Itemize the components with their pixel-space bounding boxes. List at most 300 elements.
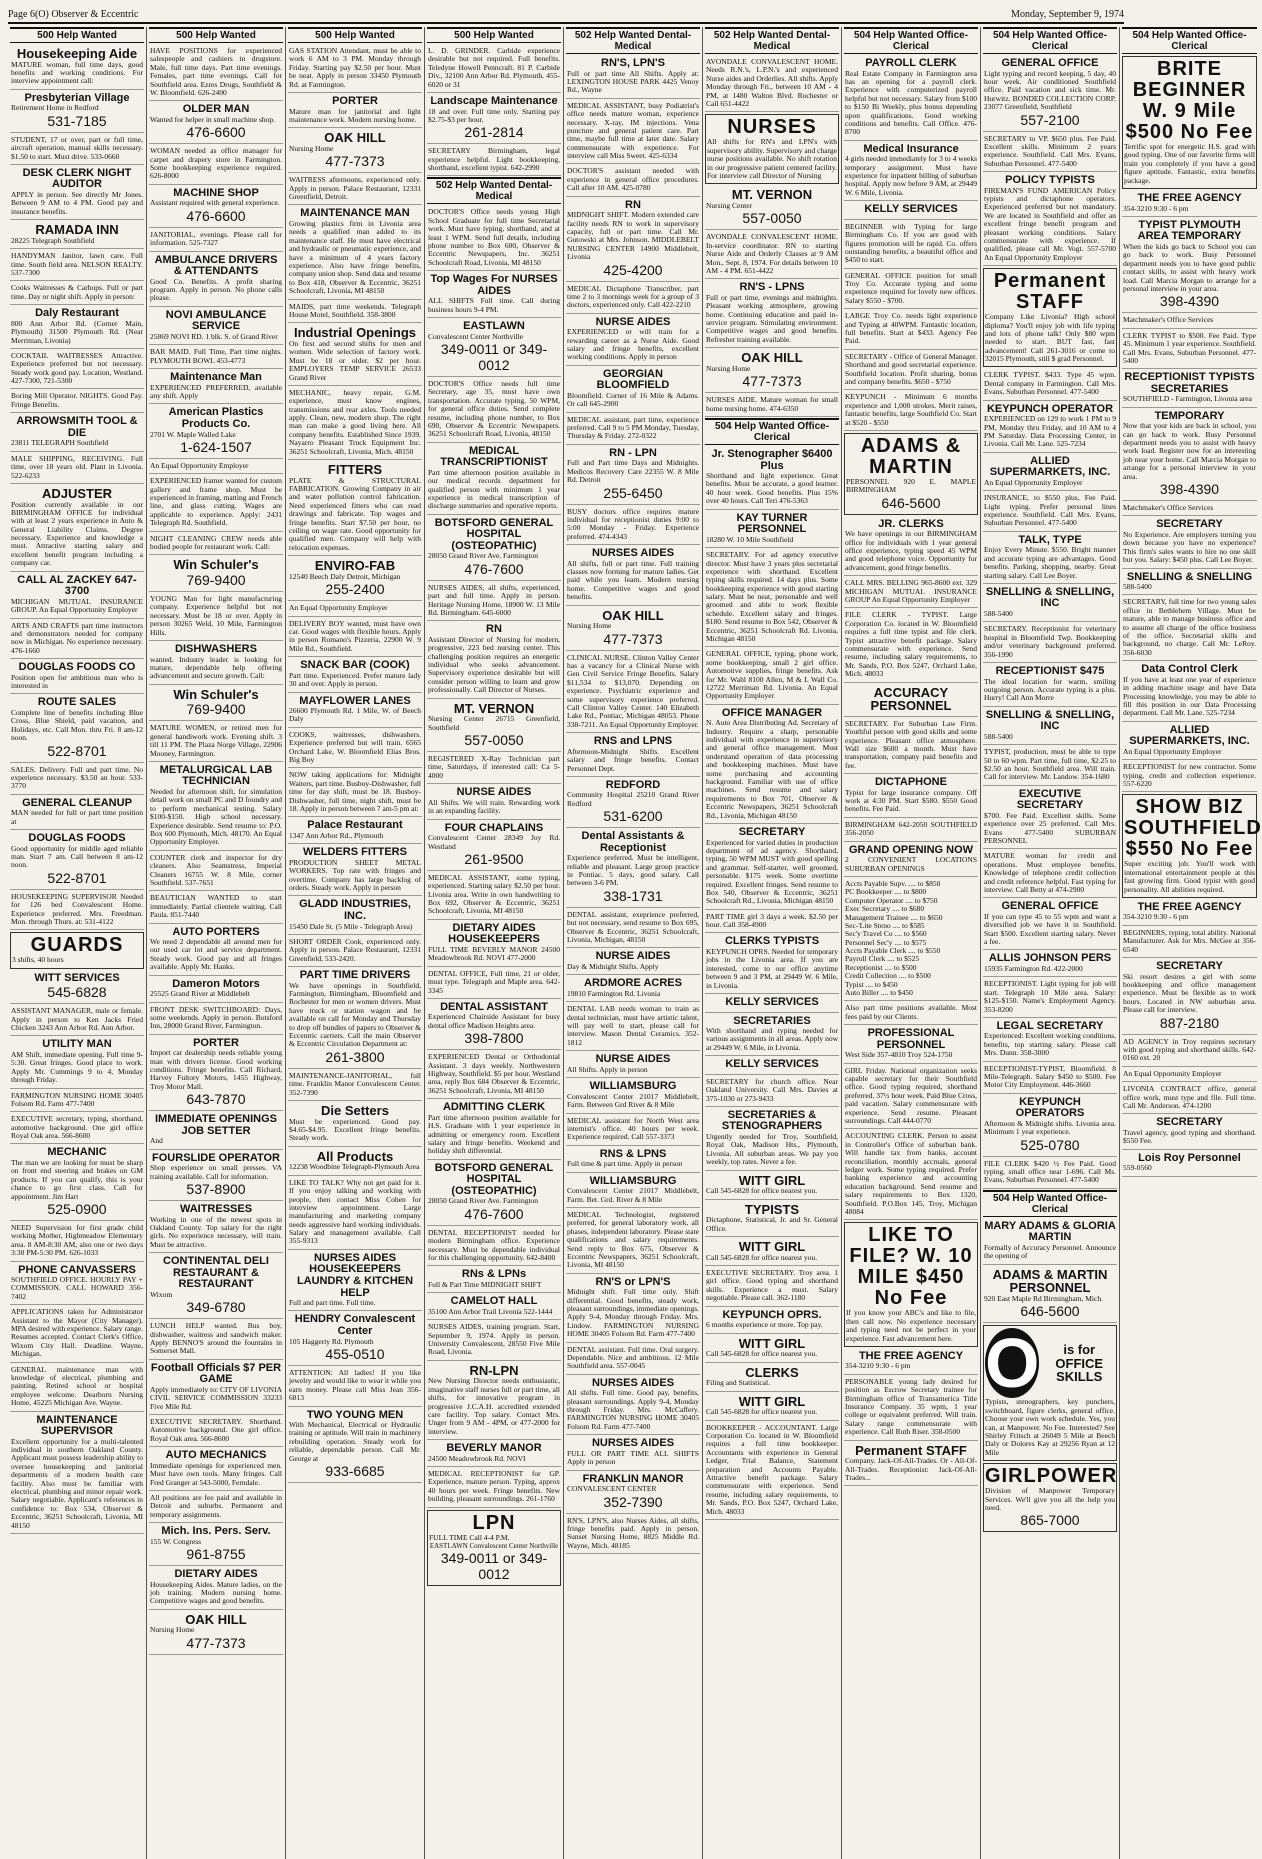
classified-ad bbox=[1122, 596, 1257, 661]
classified-ad bbox=[705, 1057, 839, 1075]
ad-title: METALURGICAL LAB TECHNICIAN bbox=[159, 763, 273, 788]
ad-title: Maintenance Man bbox=[170, 371, 262, 384]
ad-body: MAINTENANCE-JANITORIAL, full time. Franklin Manor Convalescent Center. 352-7390 bbox=[289, 1070, 421, 1097]
classified-ad bbox=[427, 1051, 561, 1099]
ad-body: Now that your kids are back in school, you can go back to work. Busy Personnel department needs you to assist with heavy work load. Register now for an interesting job near your home. Call Marcia Morgan to arrange for a personal interview in your area. bbox=[1123, 421, 1256, 481]
classified-ad bbox=[983, 1063, 1117, 1094]
ad-body: Full or part time, evenings and midnights. Pleasant working atmosphere, growing home. Continuing education and paid in-service program. Stimulating environment. Competitive wages and good benefits. Refresher training available. bbox=[706, 292, 838, 344]
ad-body: Super exciting job. You'll work with international entertainment people at this fast growing firm. Good typist with good personality. All abilities required. bbox=[1124, 859, 1255, 894]
classified-ad bbox=[149, 308, 283, 345]
ad-body: EXECUTIVE secretary, typing, shorthand, automotive background. One girl office Royal Oak area. 566-8600 bbox=[11, 1114, 143, 1141]
ad-body: Boring Mill Operator. NIGHTS. Good Pay. Fringe Benefits. bbox=[11, 391, 143, 409]
ad-body: 354-3210 9:30 - 6 pm bbox=[845, 1361, 911, 1371]
ad-body: Wanted for helper in small machine shop. bbox=[150, 114, 275, 124]
classified-ad bbox=[288, 1070, 422, 1101]
ad-title: ENVIRO-FAB bbox=[314, 558, 396, 574]
classified-ad bbox=[705, 1308, 839, 1334]
ad-body: Nursing Home bbox=[706, 363, 751, 373]
classified-ad bbox=[427, 444, 561, 515]
classified-ad bbox=[844, 843, 978, 877]
classified-ad bbox=[149, 852, 283, 892]
ad-title: GENERAL OFFICE bbox=[1001, 57, 1099, 69]
ad-body: Nursing Home bbox=[150, 1625, 195, 1635]
classified-ad bbox=[566, 1275, 700, 1343]
classified-ad bbox=[566, 1515, 700, 1555]
ad-title: POLICY TYPISTS bbox=[1005, 174, 1095, 187]
classified-ad bbox=[566, 1209, 700, 1274]
ad-body: Convalescent Center 21017 Middlebelt, Farm. Between Grd River & 8 Mile bbox=[567, 1091, 699, 1110]
classified-ad bbox=[149, 1112, 283, 1149]
classified-ad bbox=[983, 787, 1117, 850]
ad-body: DENTAL OFFICE, Full time, 21 or older, must type. Telegraph and Maple area. 642-3345 bbox=[428, 968, 560, 995]
classified-ad bbox=[427, 94, 561, 144]
classified-ad bbox=[844, 391, 978, 431]
ad-body: Position currently available in our BIRMINGHAM OFFICE for individual with at least 2 years experience in Auto & General Liability Claims. Degree necessary. Experience and knowledge a must. Attractive starting salary and excellent benefit program including a company car. bbox=[11, 499, 143, 568]
classified-ad bbox=[288, 769, 422, 817]
ad-body: CONVALESCENT CENTER bbox=[567, 1484, 657, 1494]
ad-body: MATURE woman, full time days, good benefits and working conditions. For interview appointment call: bbox=[11, 59, 143, 86]
classified-column bbox=[842, 27, 981, 1859]
ad-body: The man we are looking for must be sharp on front end steering and brakes on GM products. If you can qualify, this is your chance to go first class. Call for appointment. Jim Hart bbox=[11, 1158, 143, 1201]
classified-ad bbox=[566, 976, 700, 1002]
classified-ad bbox=[566, 446, 700, 505]
classified-ad bbox=[566, 414, 700, 445]
ad-body: SOUTHFIELD - Farmington, Livonia area bbox=[1123, 394, 1252, 404]
classified-ad bbox=[10, 390, 144, 413]
ad-phone: 522-8701 bbox=[47, 742, 107, 759]
ad-phone: 887-2180 bbox=[1159, 1014, 1220, 1031]
ad-body: Experienced for varied duties in production department of ad agency. Shorthand, typing, 50 WPM MUST with good spelling and grammar. Self-starter, well groomed, personable. $175 week. Some overtime required. Excellent fringes. Send resume to Box 540, Observer & Eccentric, 36251 Schoolcraft Rd., Livonia, Michigan 48150 bbox=[706, 837, 838, 906]
ad-body: SECRETARY, full time for two young sales office in Bethlehem Village. Must be mature, able to manage business office and to assume all charge of the office business of the office. Secretarial skills and background, no charge. Call Mr. LeRoy. 356-6030 bbox=[1123, 597, 1256, 657]
classified-ad bbox=[566, 1174, 700, 1208]
ad-title: TALK, TYPE bbox=[1018, 533, 1082, 546]
classified-ad bbox=[427, 378, 561, 443]
ad-title: KEYPUNCH OPERATORS bbox=[1015, 1095, 1085, 1120]
ad-phone: 398-4390 bbox=[1159, 481, 1220, 498]
ad-body: MALE SHIPPING, RECEIVING. Full time, over 18 years old. Plant in Livonia. 522-6233 bbox=[11, 453, 143, 480]
ad-title: KELLY SERVICES bbox=[725, 995, 819, 1008]
ad-title: Dameron Motors bbox=[172, 977, 260, 990]
ad-body: Nursing Center 26715 Greenfield, Southfield bbox=[428, 714, 560, 732]
classified-ad bbox=[10, 1113, 144, 1144]
classified-column bbox=[1120, 27, 1262, 1859]
classified-ad bbox=[705, 447, 839, 510]
ad-phone: 646-5600 bbox=[881, 494, 941, 511]
ad-body: With shorthand and typing needed for various assignments in all areas. Apply now at 29449 W. 6 Mile, in Livonia. bbox=[706, 1026, 838, 1052]
classified-ad bbox=[844, 684, 978, 717]
ad-body: $700. Fee Paid. Excellent skills. Some experience over 25 preferred. Call Mrs. Evans 477-5400 SUBURBAN PERSONNEL bbox=[984, 810, 1116, 845]
ad-title: Dental Assistants & Receptionist bbox=[581, 830, 685, 854]
ad-title: SECRETARY bbox=[1156, 960, 1223, 973]
ad-body: MICHIGAN MUTUAL INSURANCE GROUP. An Equal Opportunity Employer bbox=[11, 596, 143, 615]
ad-body: Ski resort desires a girl with some bookkeeping and office management experience. Must be flexible as to work hours. Located in NW suburban area. Please call for interview. bbox=[1123, 971, 1256, 1015]
classified-ad bbox=[1122, 502, 1257, 516]
ad-body: FILE CLERK $420 ½ Fee Paid. Good typing, small office near 1-696. Call Ms. Evans, Suburban Personnel. 477-5400 bbox=[984, 1158, 1116, 1185]
classified-ad bbox=[983, 664, 1117, 707]
ad-body: Typists, stenographers, key punchers, switchboard, figure clerks, general office. Choose your own work schedule. Yes, you can, at Manpower. No Fee. Interested? See Shirley Fritsch at 26049 5 Mile at Beech Daly or Dolores Kay at 29256 Ryan at 12 Mile bbox=[985, 1397, 1115, 1457]
classified-ad bbox=[983, 746, 1117, 786]
ad-body: 354-3210 9:30 - 6 pm bbox=[1123, 203, 1189, 213]
ad-list-item: Payroll Clerk .... to $525 bbox=[845, 954, 920, 964]
classified-ad bbox=[844, 1442, 978, 1487]
classified-ad bbox=[1122, 723, 1257, 760]
classified-column bbox=[564, 27, 703, 1859]
ad-body: 15935 Farmington Rd. 422-2000 bbox=[984, 963, 1083, 973]
ad-body: SECRETARY - Office of General Manager. Shorthand and good secretarial experience. Southfield location. Profit sharing, bonus and company benefits. $650 - $750 bbox=[845, 351, 977, 386]
ad-body: With Mechanical, Electrical or Hydraulic training or aptitude. Will train in machinery rebuilding operation. Steady work for reliable, dependable person. Call Mr. George at bbox=[289, 1420, 421, 1463]
ad-title: WITT SERVICES bbox=[34, 971, 120, 984]
classified-ad bbox=[566, 198, 700, 282]
ad-title: UTILITY MAN bbox=[42, 1038, 112, 1051]
ad-body: RECEPTIONIST for new contractor. Some typing, credit and collection experience. 557-6220 bbox=[1123, 762, 1256, 788]
classified-ad bbox=[705, 1238, 839, 1266]
classified-ad bbox=[10, 485, 144, 572]
ad-body: SECRETARY for church office. Near Oakland University. Call Mrs. Davies at 375-1030 or 273-9433 bbox=[706, 1076, 838, 1103]
ad-body: Part time afternoon position available in our medical records department for qualified person with minimum 1 year experience in medical transcription of discharge summaries and operative reports. bbox=[428, 467, 560, 511]
ad-phone: 557-2100 bbox=[1020, 111, 1080, 128]
ad-body: Good Co. Benefits. A profit sharing program. Apply in person. No phone calls please. bbox=[150, 276, 282, 303]
ad-body: LIKE TO TALK? Why not get paid for it. If you enjoy talking and working with people, then contact Miss Cohen for interview appointment. Large manufacturing and marketing company needs aggressive hard working individuals. Salary and management available. Call 355-9313 bbox=[289, 1177, 421, 1246]
classified-ad bbox=[705, 1267, 839, 1307]
ad-body: We have openings in our BIRMINGHAM office for individuals with 1 year general office experience, typing speed 45 WPM and good telephone voice. Opportunity for advancement, good fringe benefits. bbox=[845, 529, 977, 572]
ad-phone: 352-7390 bbox=[603, 1493, 663, 1510]
ad-list-item: PC Bookkeeper .... to $800 bbox=[845, 887, 927, 897]
ad-body: YOUNG Man for light manufacturing company. Experience helpful but not necessary. Must be 18 or over. Apply in person 30265 Weld, 10 Mile, Farmington Hills. bbox=[150, 594, 282, 637]
ad-title: ALLIED SUPERMARKETS, INC. bbox=[989, 454, 1111, 479]
classified-ad bbox=[566, 1344, 700, 1375]
ad-body: Import car dealership needs reliable young man with drivers license. Good working conditions. Fringe benefits. Call Richard, Harvey Fultory Motors, 1455 Highway, Troy Motor Mall. bbox=[150, 1048, 282, 1091]
classified-ad bbox=[10, 620, 144, 660]
ad-body: Convalescent Center 28349 Joy Rd. Westland bbox=[428, 833, 560, 851]
ad-title: SNELLING & SNELLING, INC bbox=[985, 585, 1115, 610]
classified-columns bbox=[8, 27, 1262, 1859]
classified-ad bbox=[10, 1145, 144, 1221]
ad-body: N. Auto Area Distributing Ad. Secretary of Industry. Require a sharp, personable individual with experience in supervisory and general office management. Must understand operation of data processing and bookkeeping machines. Must have some purchasing and accounting background. Familiar with use of office machines. Send resume and salary requirements to Box 701, Observer & Eccentric Newspapers, 36251 Schoolcraft Rd., Livonia, Michigan 48150 bbox=[706, 718, 838, 820]
ad-body: NURSES AIDE. Mature woman for small home nursing home. 474-6350 bbox=[706, 395, 838, 413]
ad-list-item: Typist .... to $450 bbox=[845, 979, 898, 989]
classified-ad bbox=[1122, 1115, 1257, 1149]
ad-title: DICTAPHONE bbox=[875, 776, 947, 789]
ad-body: Excellent opportunity for a multi-talented individual in southern Oakland County. Applicant must possess leadership ability to oversee housekeeping and janitorial departments of a modern health care facility. Also must be familiar with electrical, plumbing and minor repair work. Salary negotiable. Applicant's references in confidence to: Box 534, Observer & Eccentric, 36251 Schoolcraft, Livonia, MI 48150 bbox=[11, 1436, 143, 1530]
ad-body: REGISTERED X-Ray Technician part time, Saturdays, if interested call: Ca 5-4000 bbox=[428, 754, 560, 780]
classified-ad bbox=[427, 1267, 561, 1293]
ad-list-item: Exec Secretary .... to $680 bbox=[845, 904, 925, 914]
ad-list-item: Sec'y Travel Co .... to $560 bbox=[845, 929, 927, 939]
ad-body: NURSES AIDES, training program. Start, September 9, 1974. Apply in person. University Convalescent, 28550 Five Mile Road, Livonia. bbox=[428, 1322, 560, 1357]
ad-phone: 338-1731 bbox=[603, 887, 663, 904]
classified-ad bbox=[705, 511, 839, 548]
ad-title: DOUGLAS FOODS bbox=[28, 832, 126, 845]
section-heading: 504 Help Wanted Office-Clerical bbox=[983, 27, 1117, 54]
classified-ad bbox=[1122, 409, 1257, 501]
classified-ad bbox=[149, 1524, 283, 1566]
ad-title: WITT GIRL bbox=[738, 1239, 806, 1255]
ad-title: DOUGLAS FOODS CO bbox=[18, 661, 136, 674]
classified-ad bbox=[566, 546, 700, 606]
classified-ad bbox=[1122, 794, 1262, 898]
ad-phone: 531-6200 bbox=[603, 808, 663, 825]
ad-body: Shop experience on small presses. VA training available. Call for information. bbox=[150, 1163, 282, 1181]
ad-title: MAINTENANCE SUPERVISOR bbox=[36, 1413, 118, 1438]
classified-ad bbox=[10, 1413, 144, 1534]
ad-body: All shifts. Full time. Good pay, benefits, pleasant surroundings. Apply 9-4, Monday through Friday. Mrs. McCaffery. FARMINGTON NURSING HOME 30405 Folsom Rd. Farm 477-7400 bbox=[567, 1388, 699, 1431]
ad-title: OAK HILL bbox=[185, 1611, 247, 1627]
ad-phone: 769-9400 bbox=[186, 701, 246, 718]
ad-body: HOUSEKEEPING SUPERVISOR Needed for 126 bed Convalescent Home. Experience preferred. Mrs. Freedman. Mon. through Thurs. at: 531-4122 bbox=[11, 891, 143, 926]
classified-ad bbox=[149, 45, 283, 101]
ad-title: TYPIST PLYMOUTH AREA TEMPORARY bbox=[1137, 218, 1242, 243]
ad-body: NIGHT CLEANING CREW needs able bodied people for restaurant work. Call: bbox=[150, 533, 282, 552]
ad-body: Immediate openings for experienced men. Must have own tools. Many fringes. Call Fred Granger at 543-5000, Ferndale. bbox=[150, 1460, 282, 1487]
classified-ad bbox=[1122, 330, 1257, 370]
page-label: Page 6(O) Observer & Eccentric bbox=[8, 9, 139, 20]
ad-title: Lois Roy Personnel bbox=[1138, 1151, 1241, 1164]
classified-ad bbox=[1122, 761, 1257, 792]
ad-body: HAVE POSITIONS for experienced salespeople and cashiers in drugstore. Male, full time days. Part time evenings. Females, part time evenings. Call for Southfield area. Ezres Drugs, Southfield & W. Bloomfield. 626-2400 bbox=[150, 46, 282, 97]
classified-ad bbox=[705, 1172, 839, 1200]
classified-ad bbox=[1122, 218, 1257, 313]
ad-list-item: Accts Payable Supv. .... to $850 bbox=[845, 878, 941, 888]
ad-body: MEDICAL ASSISTANT, busy Podiatrist's office needs mature woman, experience necessary. X-ray, IM injections. Vena puncture and general patient care. Part time, maybe full time at later date. Salary commensurate with experience. For interview call Miss Sweet. 425-6334 bbox=[567, 100, 699, 161]
ad-title: BRITE BEGINNER W. 9 Mile $500 No Fee bbox=[1125, 58, 1254, 143]
classified-ad bbox=[288, 94, 422, 128]
classified-ad bbox=[427, 622, 561, 698]
ad-title: GEORGIAN BLOOMFIELD bbox=[596, 367, 670, 392]
ad-body: EXECUTIVE SECRETARY. Troy area. 1 girl office. Good typing and shorthand skills. Experience a must. Salary negotiable. Please call. 362-1180 bbox=[706, 1268, 838, 1303]
classified-ad bbox=[566, 949, 700, 975]
ad-list-item: Accts Payable Clerk .... to $550 bbox=[845, 946, 941, 956]
ad-title: GENERAL CLEANUP bbox=[22, 796, 132, 809]
classified-ad bbox=[1122, 1151, 1257, 1177]
ad-title: RN bbox=[625, 198, 641, 211]
ad-body: Company Like Livonia? High school diploma? You'll enjoy job with life typing and lots of phone talk! Only $80 wpm needed to start. BUT fast, fast advancement! Call 261-3016 or come to 32015 Plymouth, still $ grad Personnel. bbox=[985, 312, 1115, 364]
section-heading: 502 Help Wanted Dental-Medical bbox=[427, 177, 561, 204]
ad-phone: 961-8755 bbox=[186, 1546, 246, 1562]
classified-ad bbox=[149, 405, 283, 458]
classified-ad bbox=[1122, 959, 1257, 1035]
section-heading: 504 Help Wanted Office-Clerical bbox=[705, 418, 839, 445]
classified-ad bbox=[983, 56, 1117, 132]
ad-title: Permanent STAFF bbox=[855, 1442, 967, 1458]
ad-body: SECRETARY. Receptionist for veterinary hospital in Bloomfield Twp. Bookkeeping and/or veterinary background preferred. 356-1990 bbox=[984, 624, 1116, 659]
ad-title: OAK HILL bbox=[324, 130, 386, 146]
masthead bbox=[8, 6, 1124, 24]
ad-body: Working in one of the newest spots in Oakland County. Top salary for the right girls. No experience necessary, will train. Must be attractive. bbox=[150, 1214, 282, 1249]
ad-title: OFFICE MANAGER bbox=[721, 706, 823, 719]
ad-body: WOMAN needed as office manager for carpet and drapery store in Farmington. Some bookkeeping experience required. 626-8000 bbox=[150, 146, 282, 181]
classified-ad bbox=[844, 1130, 978, 1220]
classified-ad bbox=[10, 971, 144, 1005]
ad-body: Nursing Home bbox=[567, 621, 612, 631]
ad-body: No Experience. Are employers turning you down because you have no experience? This firm's sales wants to hire no one skill but you. Salary: $450 plus. Call Lee Boyer. bbox=[1123, 529, 1256, 565]
ad-title: RAMADA INN bbox=[35, 222, 119, 238]
classified-ad bbox=[10, 414, 144, 451]
classified-ad bbox=[566, 165, 700, 196]
ad-phone: 477-7373 bbox=[742, 373, 802, 390]
ad-title: SNELLING & SNELLING, INC bbox=[985, 708, 1115, 733]
classified-ad bbox=[288, 1251, 422, 1312]
classified-ad bbox=[983, 369, 1117, 400]
ad-title: MEDICAL TRANSCRIPTIONIST bbox=[440, 444, 548, 469]
classified-ad bbox=[1122, 1036, 1257, 1067]
ad-phone: 933-6685 bbox=[325, 1463, 385, 1479]
classified-ad bbox=[149, 460, 283, 474]
ad-title: GLADD INDUSTRIES, INC. bbox=[299, 898, 411, 922]
classified-ad bbox=[705, 648, 839, 704]
ad-title: REDFORD bbox=[605, 778, 661, 791]
ad-title: Win Schuler's bbox=[173, 557, 259, 573]
ad-phone: 531-7185 bbox=[47, 112, 107, 129]
ad-phone: 525-0780 bbox=[1020, 1136, 1080, 1153]
ad-phone: 476-7600 bbox=[464, 1205, 524, 1222]
ad-body: All Shifts. We will train. Rewarding work in an expanding facility. bbox=[428, 797, 560, 816]
ad-title: FRANKLIN MANOR bbox=[582, 1472, 684, 1485]
ad-body: On first and second shifts for men and women. Wide selection of factory work. Must be 18 or older. $2 per hour. EMPLOYERS TEMP SERVICE 26533 Grand River bbox=[289, 338, 421, 382]
classified-ad bbox=[983, 850, 1117, 898]
classified-ad bbox=[844, 878, 978, 1001]
classified-ad bbox=[427, 753, 561, 784]
classified-ad bbox=[288, 694, 422, 728]
ad-title: WELDERS FITTERS bbox=[303, 846, 407, 859]
ad-title: MT. VERNON bbox=[731, 187, 813, 203]
ad-body: Call 545-6828 for office nearest you. bbox=[706, 1186, 818, 1196]
ad-body: GAS STATION Attendant, must be able to work 6 AM to 3 PM. Monday through Friday. Starting pay $2.50 per hour. Must be neat. Apply in person 33450 Plymouth Rd. at Farmington. bbox=[289, 46, 421, 89]
classified-ad bbox=[983, 133, 1117, 173]
ad-body: Division of Manpower Temporary Services. We'll give you all the help you need. bbox=[985, 1486, 1115, 1512]
classified-ad bbox=[10, 306, 144, 349]
classified-column bbox=[147, 27, 286, 1859]
classified-ad bbox=[149, 556, 283, 592]
ad-body: EXECUTIVE SECRETARY. Shorthand. Automotive background. One girl office. Royal Oak area. 566-8600 bbox=[150, 1417, 282, 1443]
classified-column bbox=[703, 27, 842, 1859]
classified-ad bbox=[566, 909, 700, 949]
ad-body: JANITORIAL, evenings. Please call for information. 525-7327 bbox=[150, 229, 282, 248]
section-heading: 500 Help Wanted bbox=[149, 27, 283, 43]
classified-ad bbox=[427, 272, 561, 318]
classified-ad bbox=[983, 585, 1117, 622]
classified-ad bbox=[705, 349, 839, 393]
classified-column bbox=[286, 27, 425, 1859]
ad-title: RN'S or LPN'S bbox=[595, 1275, 671, 1288]
ad-body: 588-5400 bbox=[984, 609, 1013, 618]
ad-body: BEAUTICIAN WANTED to start immediately. Partial clientele waiting. Call Paula. 851-7440 bbox=[150, 893, 282, 920]
ad-body: FIREMAN'S FUND AMERICAN Policy typists and dictaphone operators. Experienced preferred but not mandatory. We are located in Southfield and offer an excellent fringe benefit program and pleasant working conditions. Salary commensurate with experience. If qualified, please call Mr. Vogt. 557-5700 An Equal Opportunity Employer bbox=[984, 185, 1116, 262]
ad-phone: 477-7373 bbox=[186, 1634, 246, 1651]
classified-ad bbox=[705, 186, 839, 230]
ad-body: Day & Midnight Shifts. Apply bbox=[567, 961, 659, 971]
ad-body: MATURE woman for credit and operations. Must employee benefits. Knowledge of telephone credit collection and credit reference helpful. Fast typing for interview. Call Betty at 474-2900 bbox=[984, 851, 1116, 894]
classified-ad bbox=[427, 1441, 561, 1467]
ad-phone: 349-6780 bbox=[186, 1299, 246, 1316]
ad-body: COOKS, waitresses, dishwashers. Experience preferred but will train. 6565 Orchard Lake, W. Bloomfield Elias Bros. Big Boy bbox=[289, 729, 421, 765]
classified-ad bbox=[566, 100, 700, 165]
classified-ad bbox=[10, 573, 144, 619]
classified-ad bbox=[427, 1468, 561, 1508]
classified-ad bbox=[566, 315, 700, 366]
classified-ad bbox=[1122, 517, 1257, 568]
ad-title: ROUTE SALES bbox=[37, 696, 117, 709]
classified-ad bbox=[149, 1611, 283, 1655]
ad-title: RN-LPN bbox=[469, 1362, 519, 1378]
ad-body: Dictaphone, Statistical, Jr. and Sr. General Office. bbox=[706, 1215, 838, 1233]
ad-body: 25525 Grand River at Middlebelt bbox=[150, 989, 250, 999]
classified-ad bbox=[10, 1263, 144, 1306]
ad-body: Call 545-6828 for office nearest you. bbox=[706, 1252, 818, 1262]
ad-phone: 537-8900 bbox=[186, 1181, 246, 1198]
classified-ad bbox=[288, 129, 422, 173]
ad-body: PLATE & STRUCTURAL FABRICATION. Growing Company in air and water pollution control fabrication. Need experienced fitters who can read drawings and fabricate. Top wages and fringe benefits. Start $7.50 per hour, no ceiling on wage rate. Good opportunity for qualified men. Company will help with relocation expenses. bbox=[289, 475, 421, 552]
classified-ad bbox=[427, 872, 561, 920]
ad-body: 2701 W. Maple Walled Lake bbox=[150, 429, 236, 439]
ad-phone: 455-0510 bbox=[325, 1345, 385, 1362]
ad-title: BOTSFORD GENERAL HOSPITAL (OSTEOPATHIC) bbox=[434, 1161, 554, 1197]
ad-body: ASSISTANT MANAGER, male or female. Apply in person to Ken Jacks Fried Chicken 3243 Ann Arbor Rd. Ann Arbor. bbox=[11, 1006, 143, 1033]
ad-title: Palace Restaurant bbox=[307, 819, 403, 832]
ad-title: OLDER MAN bbox=[182, 103, 250, 116]
ad-list-item: Sec-'Lite Steno .... to $585 bbox=[845, 920, 925, 930]
ad-title: GUARDS bbox=[30, 934, 124, 957]
ad-body: ATTENTION: All ladies! If you like jewelry and would like to wear it while you earn money. Please call Miss Jean 356-6813 bbox=[289, 1367, 421, 1403]
ad-body: LUNCH HELP wanted. Bus boy, dishwasher, waitress and sandwich maker. Apply BENNO'S around the fountains in Somerset Mall. bbox=[150, 1321, 282, 1356]
ad-body: CLERK TYPIST to $500. Fee Paid. Type 45. Minimum 1 year experience. Southfield. Call Mrs. Evans, Suburban Personnel. 477-5400 bbox=[1123, 330, 1256, 365]
classified-ad bbox=[705, 934, 839, 994]
ad-title: Win Schuler's bbox=[173, 686, 259, 702]
ad-title: NURSES AIDES bbox=[591, 547, 675, 560]
classified-ad bbox=[566, 778, 700, 828]
ad-body: Typist for large insurance company. Off work at 4:30 PM. Start $580. $550 Good benefits. Fee Paid. bbox=[845, 787, 977, 814]
ad-title: Permanent STAFF bbox=[993, 270, 1107, 314]
classified-ad bbox=[427, 1510, 561, 1586]
ad-body: FULL OR PART TIME ALL SHIFTS Apply in person bbox=[567, 1448, 699, 1467]
ad-title: MAINTENANCE MAN bbox=[300, 207, 410, 220]
ad-title: KAY TURNER PERSONNEL bbox=[736, 511, 808, 536]
ad-title: ADJUSTER bbox=[41, 485, 113, 501]
classified-ad bbox=[427, 700, 561, 752]
ad-title: EXECUTIVE SECRETARY bbox=[1016, 787, 1084, 812]
ad-body: Experience preferred. Must be intelligent, reliable and pleasant. Large group practice in Pontiac. 5 days, good salary. Call between 3-6 PM. bbox=[567, 853, 699, 888]
classified-ad bbox=[983, 1219, 1117, 1265]
classified-ad bbox=[149, 1492, 283, 1523]
ad-body: PERSONABLE young lady desired for position as Escrow Secretary trainee for Birmingham office of Transamerica Title Insurance Company. 35 wpm, 1 year college or equivalent preferred. Will train. Salary range commensurate with experience. Call Ruth Riser. 358-0500 bbox=[845, 1376, 977, 1437]
classified-ad bbox=[844, 202, 978, 220]
classified-ad bbox=[427, 1321, 561, 1361]
classified-ad bbox=[427, 1161, 561, 1226]
classified-ad bbox=[705, 825, 839, 910]
ad-body: 18 and over. Full time only. Starting pay $2.75-$3 per hour. bbox=[428, 106, 560, 124]
ad-body: ARTS AND CRAFTS part time instructors and demonstrators needed for company now in Michigan. No experience necessary. 476-1660 bbox=[11, 620, 143, 655]
ad-title: CAMELOT HALL bbox=[450, 1295, 538, 1308]
ad-list-item: Receptionist .... to $500 bbox=[845, 962, 917, 972]
ad-phone: 261-2814 bbox=[464, 124, 524, 141]
ad-body: DOCTOR'S Office needs young High School Graduate for full time Secretarial work. Must have typing, shorthand, and at least 1 WPM. Send full details, including phone number to Box 600, Observer & Eccentric Newspapers, Inc. 36251 Schoolcraft Road, Livonia, MI 48150 bbox=[428, 207, 560, 267]
classified-ad bbox=[844, 1026, 978, 1063]
ad-body: DOCTOR'S Office needs full time Secretary, age 35, must have own transportation. Accurate typing, 50 WPM, for general office duties. Send complete resume, including phone number, to Box 690, Observer & Eccentric Newspapers. 36251 Schoolcraft Road, Livonia, 48150 bbox=[428, 379, 560, 439]
classified-ad bbox=[705, 911, 839, 934]
ad-title: RN'S - LPNS bbox=[739, 281, 805, 294]
classified-ad bbox=[844, 819, 978, 842]
ad-body: 18280 W. 10 Mile Southfield bbox=[706, 534, 794, 544]
classified-ad bbox=[427, 206, 561, 271]
classified-ad bbox=[983, 402, 1117, 453]
ad-title: Landscape Maintenance bbox=[430, 94, 558, 107]
ad-body: PERSONNEL 920 E. MAPLE BIRMINGHAM bbox=[846, 476, 976, 495]
classified-ad bbox=[566, 1052, 700, 1078]
ad-body: Call 545-6828 for office nearest you. bbox=[706, 1407, 818, 1417]
classified-ad bbox=[705, 1076, 839, 1107]
ad-body: We have openings in Southfield, Farmington, Birmingham, Bloomfield and Rochester for men or women drivers. Must have truck or station wagon and be available on call for Monday and Thursday to drop off bundles of papers to Observer & Eccentric carriers. Call the main Observer & Eccentric Circulation Department at: bbox=[289, 980, 421, 1049]
classified-ad bbox=[427, 45, 561, 93]
ad-body: KEYPUNCH OPRS. Needed for temporary jobs in the Livonia area. If you are interested, come to our office anytime between 9 and 3 PM, at 29449 W. 6 Mile, in Livonia. bbox=[706, 947, 838, 990]
